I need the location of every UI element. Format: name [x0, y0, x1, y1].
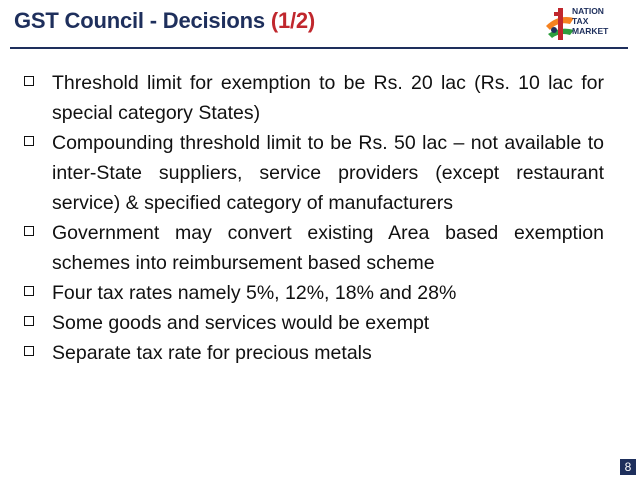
logo-word-2: TAX: [572, 16, 589, 26]
slide-title-main: GST Council - Decisions: [14, 8, 265, 33]
bullet-item: [18, 128, 604, 218]
bullet-item: [18, 308, 604, 338]
bullet-list: [18, 68, 604, 368]
bullet-item: [18, 278, 604, 308]
page-number: 8: [620, 459, 636, 475]
title-divider: [10, 47, 628, 49]
slide-title-part: (1/2): [270, 8, 316, 33]
bullet-item: [18, 338, 604, 368]
checkbox-bullet-icon: [24, 136, 34, 146]
checkbox-bullet-icon: [24, 286, 34, 296]
checkbox-bullet-icon: [24, 346, 34, 356]
checkbox-bullet-icon: [24, 226, 34, 236]
logo-word-3: MARKET: [572, 26, 609, 36]
bullet-text: Four tax rates namely 5%, 12%, 18% and 28%: [52, 282, 457, 304]
bullet-item: [18, 68, 604, 128]
nation-tax-market-logo: [540, 4, 636, 44]
bullet-text: Separate tax rate for precious metals: [52, 342, 372, 364]
logo-word-1: NATION: [572, 6, 604, 16]
bullet-text: Compounding threshold limit to be Rs. 50 lac – not available to inter-State suppliers, service providers (except restaurant service) & specified category of manufacturers: [52, 132, 604, 214]
bullet-item: [18, 218, 604, 278]
checkbox-bullet-icon: [24, 316, 34, 326]
bullet-text: Government may convert existing Area based exemption schemes into reimbursement based scheme: [52, 222, 604, 274]
bullet-text: Threshold limit for exemption to be Rs. 20 lac (Rs. 10 lac for special category States): [52, 72, 604, 124]
checkbox-bullet-icon: [24, 76, 34, 86]
bullet-text: Some goods and services would be exempt: [52, 312, 430, 334]
slide-title: [14, 8, 315, 34]
